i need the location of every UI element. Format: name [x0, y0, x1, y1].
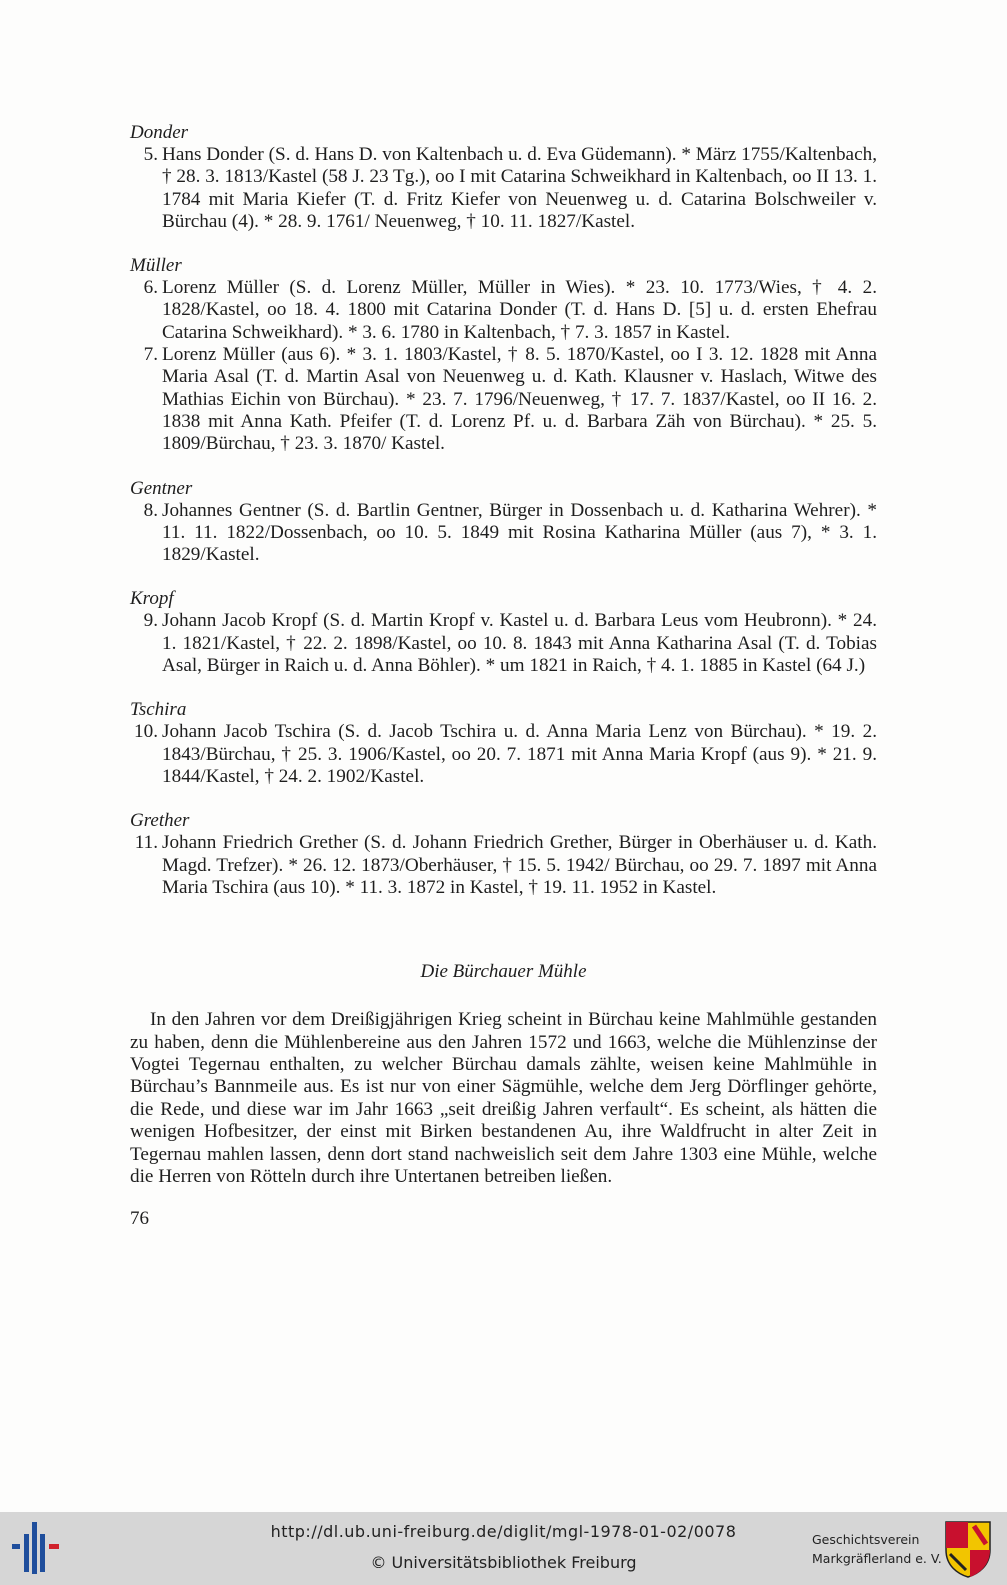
section-tschira: [130, 699, 877, 788]
chapter-subtitle: Die Bürchauer Mühle: [420, 961, 587, 983]
entry-text: Johannes Gentner (S. d. Bartlin Gentner, Bürger in Dossenbach u. d. Katharina Wehrer). * 11. 11. 1822/Dossenbach, oo 10. 5. 1849 mit Rosina Katharina Müller (aus 7), * 3. 1. 1829/Kastel.: [162, 499, 877, 566]
entry-number: 6.: [143, 277, 158, 299]
society-line-2: Markgräflerland e. V.: [812, 1551, 942, 1566]
genealogy-entry: [130, 721, 877, 788]
entry-number: 11.: [134, 832, 158, 854]
section-heading: Gentner: [130, 477, 193, 499]
entry-number: 8.: [143, 499, 158, 521]
section-mueller: [130, 255, 877, 455]
section-donder: [130, 122, 877, 233]
entry-text: Johann Jacob Tschira (S. d. Jacob Tschira u. d. Anna Maria Lenz von Bürchau). * 19. 2. 1843/Bürchau, † 25. 3. 1906/Kastel, oo 20. 7. 1871 mit Anna Maria Kropf (aus 9). * 21. 9. 1844/Kastel, † 24. 2. 1902/Kastel.: [162, 721, 877, 787]
coat-of-arms-icon[interactable]: [944, 1520, 992, 1578]
page-content: [130, 122, 877, 1230]
entry-text: Hans Donder (S. d. Hans D. von Kaltenbach u. d. Eva Güdemann). * März 1755/Kaltenbach, † 28. 3. 1813/Kastel (58 J. 23 Tg.), oo I mit Catarina Schweikhard in Kaltenbach, oo II 13. 1. 1784 mit Maria Kiefer (T. d. Fritz Kiefer von Neuenweg u. d. Catarina Bolschweiler v. Bürchau (4). * 28. 9. 1761/ Neuenweg, † 10. 11. 1827/Kastel.: [162, 144, 877, 232]
society-name: [812, 1530, 942, 1568]
section-gentner: [130, 478, 877, 567]
entry-text: Lorenz Müller (S. d. Lorenz Müller, Müller in Wies). * 23. 10. 1773/Wies, † 4. 2. 1828/Kastel, oo 18. 4. 1800 mit Catarina Donder (T. d. Hans D. [5] u. d. ersten Ehefrau Catarina Schweikhard). * 3. 6. 1780 in Kaltenbach, † 7. 3. 1857 in Kastel.: [162, 277, 877, 343]
section-grether: [130, 810, 877, 899]
genealogy-entry: [130, 344, 877, 455]
section-heading: Müller: [130, 255, 182, 277]
entry-text: Johann Jacob Kropf (S. d. Martin Kropf v. Kastel u. d. Barbara Leus vom Heubronn). * 24. 1. 1821/Kastel, † 22. 2. 1898/Kastel, oo 10. 8. 1843 mit Anna Katharina Asal (T. d. Tobias Asal, Bürger in Raich u. d. Anna Böhler). * um 1821 in Raich, † 4. 1. 1885 in Kastel (64 J.): [162, 610, 877, 677]
society-line-1: Geschichtsverein: [812, 1532, 920, 1547]
body-paragraph: In den Jahren vor dem Dreißigjährigen Krieg scheint in Bürchau keine Mahlmühle gestanden zu haben, denn die Mühlenbereine aus den Jahren 1572 und 1663, welche die Mühlenzinse der Vogtei Tegernau enthalten, zu welcher Bürchau damals zählte, weisen keine Mahlmühle in Bürchau’s Bannmeile aus. Es ist nur von einer Sägmühle, welche dem Jerg Dörflinger gehörte, die Rede, und diese war im Jahr 1663 „seit dreißig Jahren verfault“. Es scheint, als hätten die wenigen Hofbesitzer, der einst mit Birken bestandenen Au, ihre Waldfrucht in alter Zeit in Tegernau mahlen lassen, denn dort stand nachweislich seit dem Jahre 1303 eine Mühle, welche die Herren von Rötteln durch ihre Untertanen betreiben ließen.: [130, 1009, 877, 1187]
section-heading: Donder: [130, 122, 189, 143]
genealogy-entry: [130, 144, 877, 233]
entry-number: 10.: [134, 721, 158, 743]
document-url-link[interactable]: http://dl.ub.uni-freiburg.de/diglit/mgl-1978-01-02/0078: [270, 1522, 737, 1541]
genealogy-entry: [130, 277, 877, 344]
section-heading: Kropf: [130, 588, 174, 610]
entry-number: 7.: [143, 344, 158, 366]
section-heading: Tschira: [130, 699, 187, 721]
entry-number: 9.: [143, 610, 158, 632]
entry-text: Lorenz Müller (aus 6). * 3. 1. 1803/Kastel, † 8. 5. 1870/Kastel, oo I 3. 12. 1828 mit Anna Maria Asal (T. d. Martin Asal von Neuenweg u. d. Kath. Klausner v. Haslach, Witwe des Mathias Eichin von Bürchau). * 23. 7. 1796/Neuenweg, † 17. 7. 1837/Kastel, oo II 16. 2. 1838 mit Anna Kath. Pfeifer (T. d. Lorenz Pf. u. d. Barbara Zäh von Bürchau). * 25. 5. 1809/Bürchau, † 23. 3. 1870/ Kastel.: [162, 344, 877, 455]
viewer-footer: [0, 1512, 1007, 1585]
section-kropf: [130, 588, 877, 677]
genealogy-entry: [130, 610, 877, 677]
genealogy-entry: [130, 832, 877, 899]
copyright-text: © Universitätsbibliothek Freiburg: [370, 1553, 637, 1572]
genealogy-entry: [130, 500, 877, 567]
section-heading: Grether: [130, 810, 190, 832]
entry-text: Johann Friedrich Grether (S. d. Johann Friedrich Grether, Bürger in Oberhäuser u. d. Kath. Magd. Trefzer). * 26. 12. 1873/Oberhäuser, † 15. 5. 1942/ Bürchau, oo 29. 7. 1897 mit Anna Maria Tschira (aus 10). * 11. 3. 1872 in Kastel, † 19. 11. 1952 in Kastel.: [162, 832, 877, 898]
entry-number: 5.: [143, 144, 158, 165]
page-number: 76: [130, 1208, 149, 1230]
